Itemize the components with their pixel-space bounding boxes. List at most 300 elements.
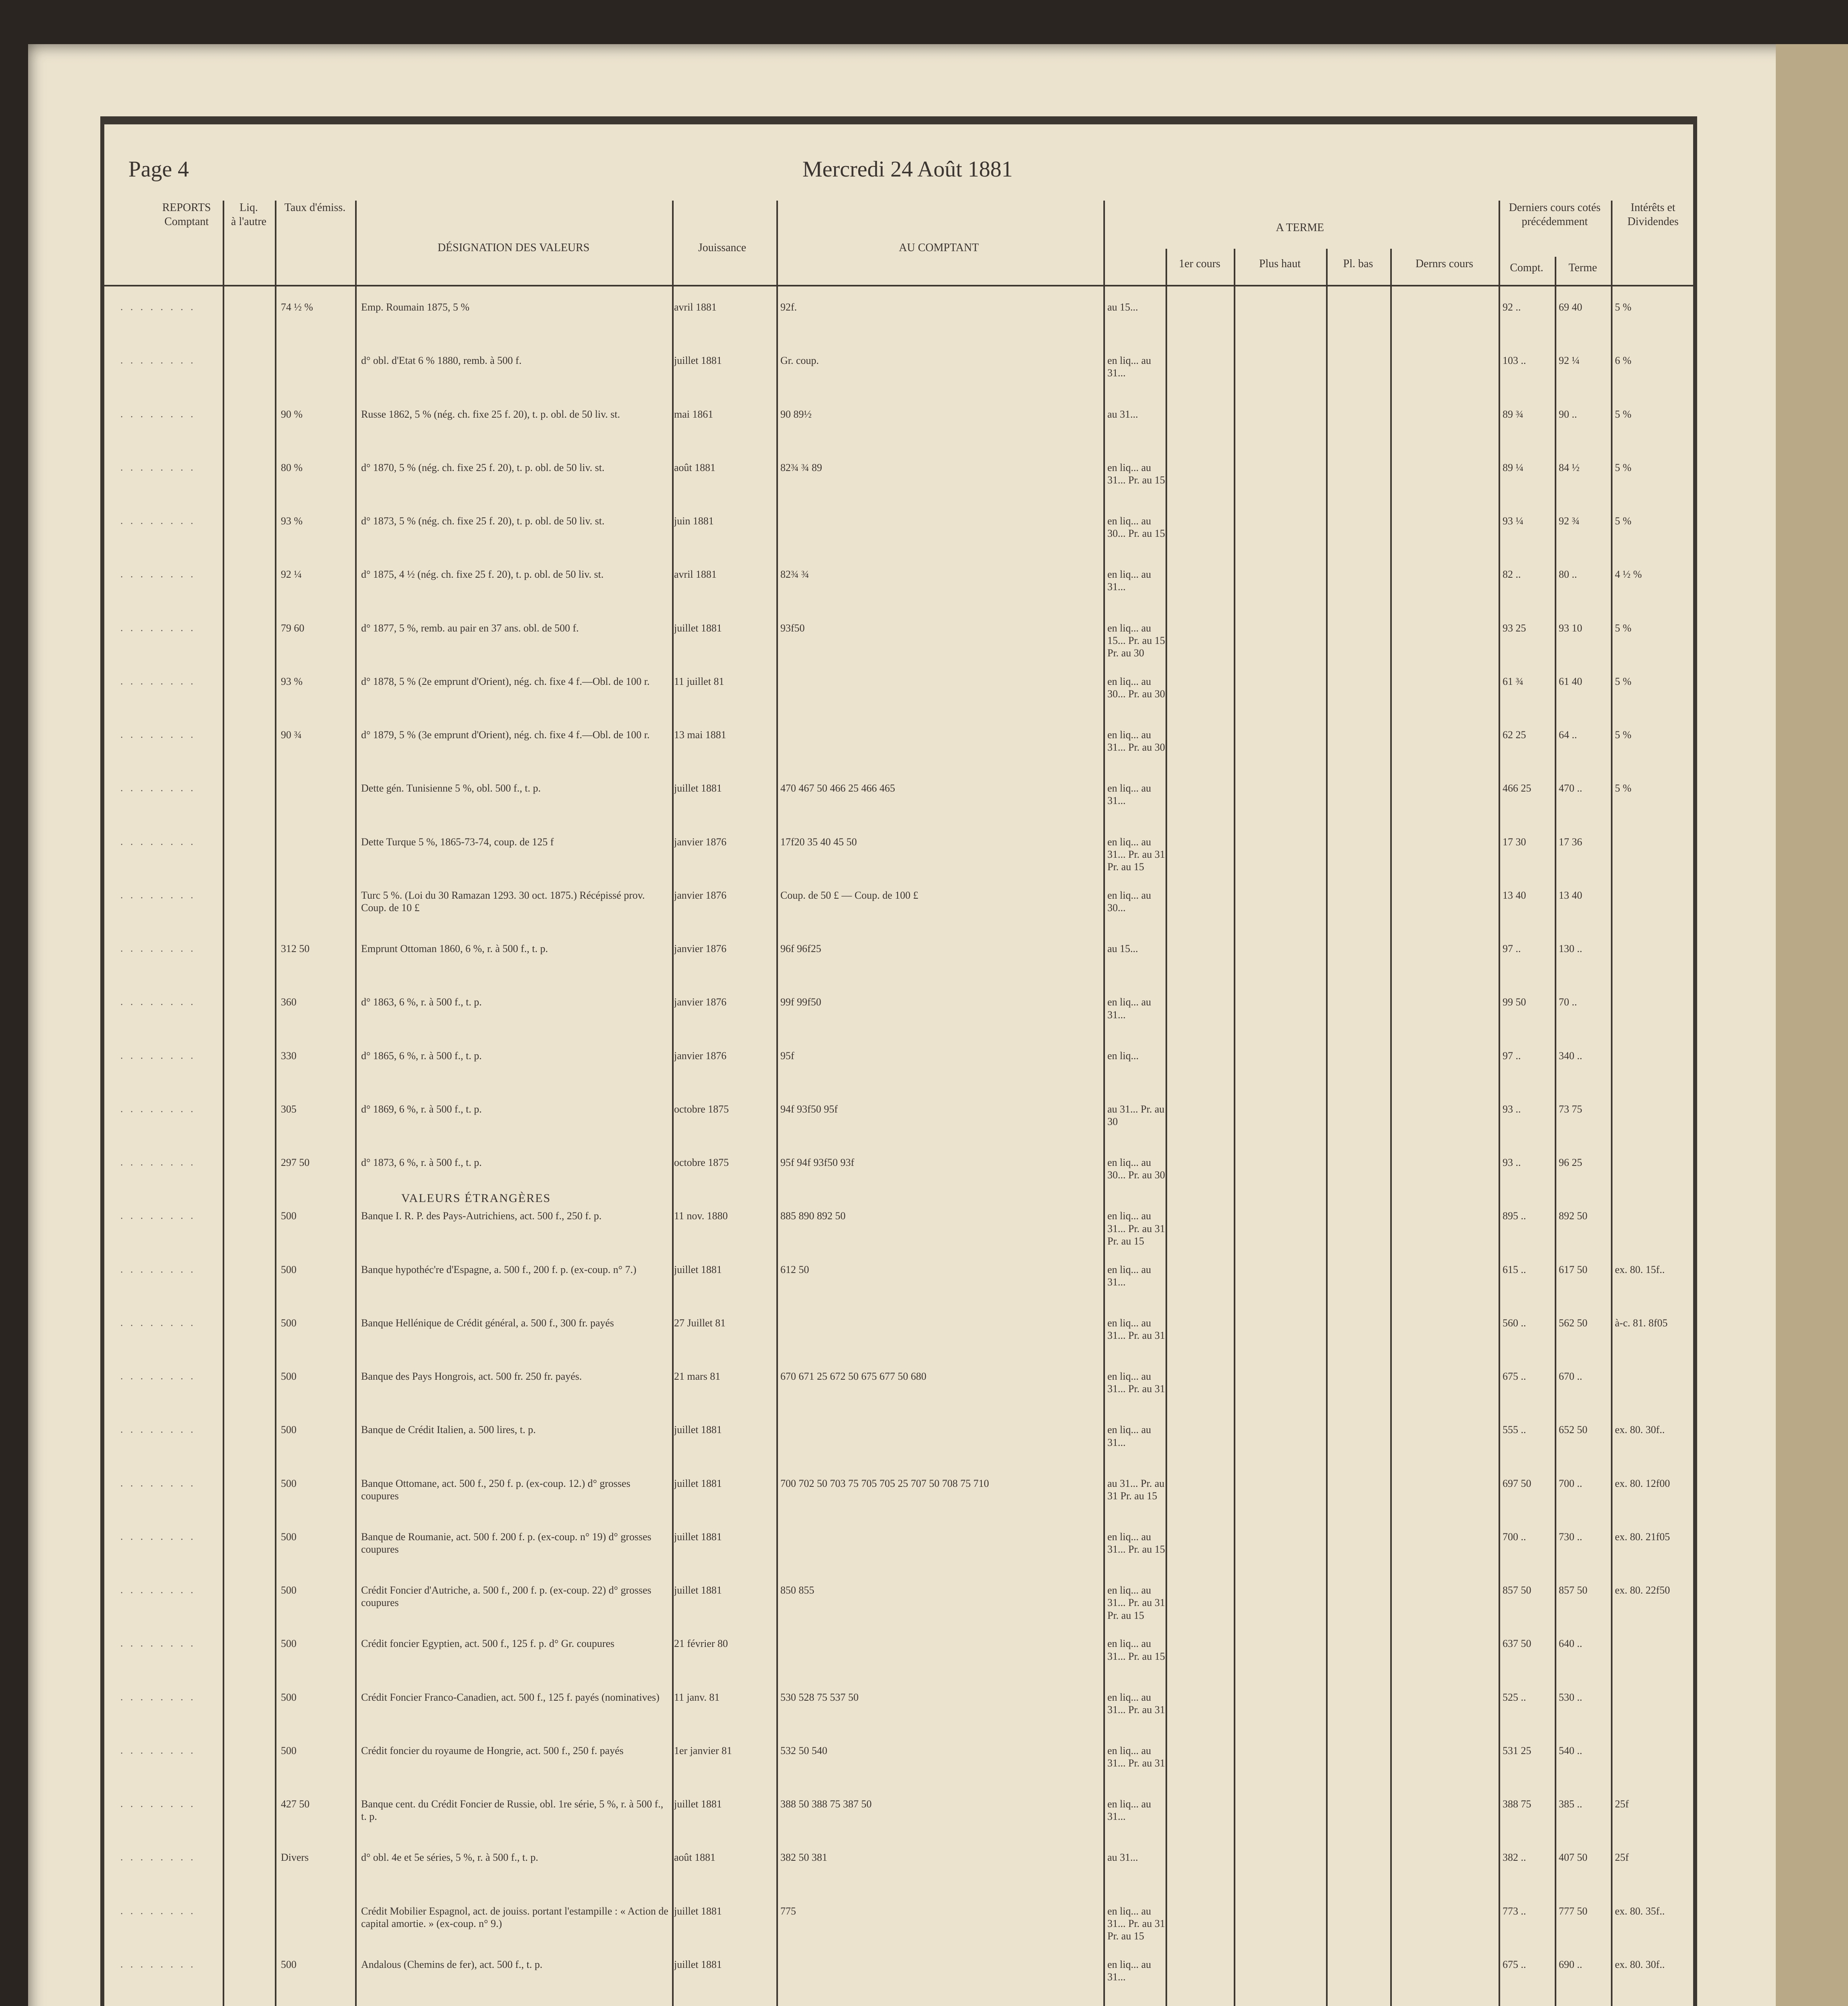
table-row: [112, 1103, 1685, 1156]
table-row: [112, 675, 1685, 729]
page-date: Mercredi 24 Août 1881: [802, 157, 1013, 182]
col-compt: Compt.: [1510, 262, 1543, 274]
cell-term: 530 ..: [1559, 1691, 1582, 1703]
cell-designation: Andalous (Chemins de fer), act. 500 f., t. p.: [361, 1958, 543, 1970]
cell-term: 64 ..: [1559, 729, 1577, 741]
report-dots: . . . . . . . .: [120, 1049, 196, 1061]
table-row: [112, 889, 1685, 942]
cell-designation: Banque Ottomane, act. 500 f., 250 f. p. (ex-coup. 12.) d° grosses coupures: [361, 1477, 631, 1502]
cell-terme: en liq... au 31...: [1107, 782, 1151, 807]
report-dots: . . . . . . . .: [120, 1530, 196, 1542]
cell-comptant: 95f: [780, 1050, 794, 1062]
cell-term: 61 40: [1559, 675, 1582, 687]
cell-taux: 305: [281, 1103, 296, 1115]
cell-designation: d° 1873, 6 %, r. à 500 f., t. p.: [361, 1157, 482, 1169]
report-dots: . . . . . . . .: [120, 889, 196, 901]
cell-terme: en liq... au 31...: [1107, 355, 1151, 379]
report-dots: . . . . . . . .: [120, 1423, 196, 1435]
cell-jouissance: juillet 1881: [674, 622, 722, 634]
cell-terme: en liq... au 30... Pr. au 30: [1107, 1157, 1165, 1181]
cell-compt: 531 25: [1503, 1744, 1531, 1756]
cell-term: 407 50: [1559, 1852, 1588, 1864]
report-dots: . . . . . . . .: [120, 782, 196, 794]
report-dots: . . . . . . . .: [120, 1316, 196, 1328]
table-row: [112, 1477, 1685, 1531]
cell-div: 5 %: [1615, 301, 1632, 313]
cell-term: 17 36: [1559, 836, 1582, 848]
cell-compt: 82 ..: [1503, 569, 1521, 581]
report-dots: . . . . . . . .: [120, 461, 196, 473]
cell-terme: en liq... au 31...: [1107, 1798, 1151, 1823]
cell-term: 857 50: [1559, 1584, 1588, 1596]
cell-comptant: 670 671 25 672 50 675 677 50 680: [780, 1370, 926, 1383]
cell-terme: en liq... au 30...: [1107, 889, 1151, 914]
cell-compt: 388 75: [1503, 1798, 1531, 1810]
table-row: [112, 1958, 1685, 2006]
col-derniers-cours: Derniers cours cotés précédemment: [1509, 201, 1601, 228]
cell-designation: Banque I. R. P. des Pays-Autrichiens, act. 500 f., 250 f. p.: [361, 1210, 602, 1222]
cell-comptant: 775: [780, 1905, 796, 1917]
cell-term: 385 ..: [1559, 1798, 1582, 1810]
cell-terme: en liq... au 30... Pr. au 30: [1107, 675, 1165, 700]
cell-terme: en liq... au 30... Pr. au 15: [1107, 515, 1165, 540]
cell-jouissance: juillet 1881: [674, 1958, 722, 1970]
report-dots: . . . . . . . .: [120, 1210, 196, 1222]
cell-compt: 93 ..: [1503, 1103, 1521, 1115]
col-liq: [225, 201, 273, 229]
cell-terme: au 31... Pr. au 31 Pr. au 15: [1107, 1477, 1165, 1502]
cell-designation: Banque cent. du Crédit Foncier de Russie, obl. 1re série, 5 %, r. à 500 f., t. p.: [361, 1798, 664, 1823]
table-row: [112, 1584, 1685, 1637]
cell-comptant: 382 50 381: [780, 1852, 827, 1864]
table-row: [112, 1905, 1685, 1958]
table-row: [112, 1210, 1685, 1263]
cell-terme: en liq... au 31... Pr. au 31 Pr. au 15: [1107, 1905, 1165, 1942]
cell-term: 670 ..: [1559, 1370, 1582, 1383]
cell-comptant: 700 702 50 703 75 705 705 25 707 50 708 75 710: [780, 1477, 989, 1489]
cell-compt: 697 50: [1503, 1477, 1531, 1489]
cell-terme: au 31...: [1107, 408, 1138, 420]
cell-div: ex. 80. 35f..: [1615, 1905, 1665, 1917]
cell-div: ex. 80. 30f..: [1615, 1424, 1665, 1436]
cell-compt: 93 ..: [1503, 1157, 1521, 1169]
cell-jouissance: juillet 1881: [674, 1584, 722, 1596]
cell-taux: 500: [281, 1584, 296, 1596]
col-designation: DÉSIGNATION DES VALEURS: [437, 242, 590, 254]
cell-compt: 13 40: [1503, 889, 1526, 901]
cell-comptant: 92f.: [780, 301, 797, 313]
cell-jouissance: juillet 1881: [674, 1263, 722, 1275]
cell-compt: 103 ..: [1503, 355, 1526, 367]
table-row: [112, 1744, 1685, 1798]
cell-comptant: 96f 96f25: [780, 943, 821, 955]
cell-comptant: 850 855: [780, 1584, 814, 1596]
table-row: [112, 1156, 1685, 1210]
cell-terme: en liq... au 31...: [1107, 1263, 1151, 1288]
cell-div: 25f: [1615, 1798, 1629, 1810]
header-bottom-rule: [100, 285, 1697, 286]
report-dots: . . . . . . . .: [120, 515, 196, 527]
cell-designation: Banque hypothéc're d'Espagne, a. 500 f., 200 f. p. (ex-coup. n° 7.): [361, 1263, 637, 1275]
table-row: [112, 622, 1685, 675]
cell-designation: d° 1877, 5 %, remb. au pair en 37 ans. obl. de 500 f.: [361, 622, 579, 634]
col-a-terme: A TERME: [1275, 221, 1324, 234]
cell-term: 73 75: [1559, 1103, 1582, 1115]
report-dots: . . . . . . . .: [120, 1263, 196, 1275]
report-dots: . . . . . . . .: [120, 301, 196, 313]
cell-designation: d° 1869, 6 %, r. à 500 f., t. p.: [361, 1103, 482, 1115]
report-dots: . . . . . . . .: [120, 1958, 196, 1970]
cell-jouissance: 13 mai 1881: [674, 729, 726, 741]
cell-terme: en liq... au 31... Pr. au 31: [1107, 1744, 1165, 1769]
col-premier-cours: 1er cours: [1179, 258, 1220, 270]
cell-designation: Banque de Roumanie, act. 500 f. 200 f. p. (ex-coup. n° 19) d° grosses coupures: [361, 1531, 652, 1555]
cell-term: 777 50: [1559, 1905, 1588, 1917]
table-row: [112, 301, 1685, 354]
cell-div: 5 %: [1615, 461, 1632, 473]
cell-taux: Divers: [281, 1852, 309, 1864]
cell-jouissance: mai 1861: [674, 408, 713, 420]
report-dots: . . . . . . . .: [120, 835, 196, 847]
cell-jouissance: 11 nov. 1880: [674, 1210, 728, 1222]
cell-jouissance: 27 Juillet 81: [674, 1317, 726, 1329]
cell-designation: Crédit foncier Egyptien, act. 500 f., 125 f. p. d° Gr. coupures: [361, 1638, 615, 1650]
cell-term: 93 10: [1559, 622, 1582, 634]
cell-div: ex. 80. 15f..: [1615, 1263, 1665, 1275]
cell-term: 80 ..: [1559, 569, 1577, 581]
cell-jouissance: avril 1881: [674, 569, 717, 581]
cell-terme: en liq... au 31...: [1107, 569, 1151, 593]
cell-taux: 427 50: [281, 1798, 310, 1810]
col-pl-bas: Pl. bas: [1343, 258, 1373, 270]
cell-div: 5 %: [1615, 408, 1632, 420]
table-row: [112, 515, 1685, 568]
cell-designation: d° 1879, 5 % (3e emprunt d'Orient), nég. ch. fixe 4 f.—Obl. de 100 r.: [361, 729, 650, 741]
cell-designation: Banque des Pays Hongrois, act. 500 fr. 250 fr. payés.: [361, 1370, 582, 1383]
col-plus-haut: Plus haut: [1259, 258, 1301, 270]
page-label: Page 4: [128, 157, 189, 182]
cell-designation: Dette gén. Tunisienne 5 %, obl. 500 f., t. p.: [361, 782, 541, 794]
cell-term: 70 ..: [1559, 996, 1577, 1008]
cell-comptant: 885 890 892 50: [780, 1210, 846, 1222]
cell-term: 470 ..: [1559, 782, 1582, 794]
table-row: [112, 1317, 1685, 1370]
cell-designation: d° 1870, 5 % (nég. ch. fixe 25 f. 20), t. p. obl. de 50 liv. st.: [361, 461, 605, 473]
cell-div: 5 %: [1615, 729, 1632, 741]
cell-terme: en liq... au 31... Pr. au 31 Pr. au 15: [1107, 1584, 1165, 1621]
report-dots: . . . . . . . .: [120, 1370, 196, 1382]
cell-jouissance: octobre 1875: [674, 1157, 729, 1169]
cell-taux: 74 ½ %: [281, 301, 313, 313]
cell-div: à-c. 81. 8f05: [1615, 1317, 1668, 1329]
cell-taux: 500: [281, 1638, 296, 1650]
report-dots: . . . . . . . .: [120, 1904, 196, 1917]
cell-taux: 500: [281, 1263, 296, 1275]
section-title: VALEURS ÉTRANGÈRES: [401, 1192, 551, 1205]
cell-div: 5 %: [1615, 675, 1632, 687]
cell-term: 700 ..: [1559, 1477, 1582, 1489]
cell-compt: 525 ..: [1503, 1691, 1526, 1703]
table-row: [112, 1637, 1685, 1691]
cell-terme: au 15...: [1107, 301, 1138, 313]
cell-terme: au 15...: [1107, 943, 1138, 955]
cell-compt: 93 25: [1503, 622, 1526, 634]
cell-jouissance: juin 1881: [674, 515, 714, 527]
cell-taux: 500: [281, 1210, 296, 1222]
cell-term: 84 ½: [1559, 461, 1580, 473]
cell-comptant: Coup. de 50 £ — Coup. de 100 £: [780, 889, 918, 901]
col-au-comptant: AU COMPTANT: [899, 242, 979, 254]
cell-terme: en liq... au 31... Pr. au 15: [1107, 461, 1165, 486]
report-dots: . . . . . . . .: [120, 1691, 196, 1703]
cell-terme: en liq... au 31... Pr. au 31: [1107, 1691, 1165, 1716]
cell-jouissance: juillet 1881: [674, 1798, 722, 1810]
cell-compt: 92 ..: [1503, 301, 1521, 313]
cell-term: 690 ..: [1559, 1958, 1582, 1970]
cell-compt: 675 ..: [1503, 1370, 1526, 1383]
cell-taux: 500: [281, 1477, 296, 1489]
cell-terme: en liq... au 15... Pr. au 15 Pr. au 30: [1107, 622, 1165, 659]
cell-jouissance: avril 1881: [674, 301, 717, 313]
report-dots: . . . . . . . .: [120, 1477, 196, 1489]
col-jouissance: Jouissance: [698, 242, 746, 254]
table-row: [112, 1851, 1685, 1904]
cell-term: 92 ¼: [1559, 355, 1580, 367]
col-comptant: Comptant: [164, 215, 209, 228]
cell-jouissance: août 1881: [674, 461, 716, 473]
cell-designation: Dette Turque 5 %, 1865-73-74, coup. de 125 f: [361, 836, 554, 848]
cell-taux: 90 ¾: [281, 729, 302, 741]
cell-taux: 330: [281, 1050, 296, 1062]
table-row: [112, 1263, 1685, 1317]
cell-jouissance: octobre 1875: [674, 1103, 729, 1115]
table-row: [112, 996, 1685, 1049]
report-dots: . . . . . . . .: [120, 568, 196, 580]
cell-div: ex. 80. 12f00: [1615, 1477, 1670, 1489]
table-row: [112, 408, 1685, 461]
cell-compt: 17 30: [1503, 836, 1526, 848]
cell-term: 13 40: [1559, 889, 1582, 901]
cell-compt: 637 50: [1503, 1638, 1531, 1650]
table-row: [112, 354, 1685, 408]
cell-taux: 93 %: [281, 675, 303, 687]
adjacent-page-edge: [1776, 44, 1848, 2006]
cell-comptant: 532 50 540: [780, 1744, 827, 1756]
report-dots: . . . . . . . .: [120, 1637, 196, 1649]
cell-designation: d° 1878, 5 % (2e emprunt d'Orient), nég. ch. fixe 4 f.—Obl. de 100 r.: [361, 675, 650, 687]
cell-compt: 99 50: [1503, 996, 1526, 1008]
cell-term: 130 ..: [1559, 943, 1582, 955]
cell-taux: 500: [281, 1424, 296, 1436]
report-dots: . . . . . . . .: [120, 1156, 196, 1168]
cell-designation: Emprunt Ottoman 1860, 6 %, r. à 500 f., t. p.: [361, 943, 548, 955]
cell-div: 5 %: [1615, 515, 1632, 527]
cell-jouissance: janvier 1876: [674, 1050, 727, 1062]
cell-compt: 555 ..: [1503, 1424, 1526, 1436]
cell-designation: d° 1863, 6 %, r. à 500 f., t. p.: [361, 996, 482, 1008]
table-row: [112, 568, 1685, 621]
col-liq-title: Liq.: [240, 201, 258, 214]
cell-jouissance: 1er janvier 81: [674, 1744, 732, 1756]
cell-designation: Crédit Mobilier Espagnol, act. de jouiss. portant l'estampille : « Action de capital amortie. » (ex-coup. n° 9.): [361, 1905, 668, 1929]
cell-term: 69 40: [1559, 301, 1582, 313]
cell-taux: 500: [281, 1317, 296, 1329]
cell-term: 340 ..: [1559, 1050, 1582, 1062]
cell-taux: 93 %: [281, 515, 303, 527]
cell-designation: Crédit foncier du royaume de Hongrie, act. 500 f., 250 f. payés: [361, 1744, 624, 1756]
table-row: [112, 1423, 1685, 1477]
cell-compt: 89 ¼: [1503, 461, 1523, 473]
col-reports-title: REPORTS: [162, 201, 211, 214]
cell-jouissance: janvier 1876: [674, 889, 727, 901]
cell-compt: 857 50: [1503, 1584, 1531, 1596]
cell-term: 90 ..: [1559, 408, 1577, 420]
cell-taux: 297 50: [281, 1157, 310, 1169]
cell-comptant: 530 528 75 537 50: [780, 1691, 859, 1703]
cell-designation: d° 1865, 6 %, r. à 500 f., t. p.: [361, 1050, 482, 1062]
cell-div: 6 %: [1615, 355, 1632, 367]
cell-div: 5 %: [1615, 622, 1632, 634]
cell-taux: 80 %: [281, 461, 303, 473]
cell-term: 92 ¾: [1559, 515, 1580, 527]
cell-taux: 360: [281, 996, 296, 1008]
cell-jouissance: janvier 1876: [674, 943, 727, 955]
report-dots: . . . . . . . .: [120, 1744, 196, 1756]
col-interets: Intérêts et Dividendes: [1627, 201, 1679, 228]
cell-term: 96 25: [1559, 1157, 1582, 1169]
cell-terme: en liq... au 31... Pr. au 15: [1107, 1531, 1165, 1555]
cell-compt: 615 ..: [1503, 1263, 1526, 1275]
cell-comptant: 90 89½: [780, 408, 812, 420]
report-dots: . . . . . . . .: [120, 1798, 196, 1810]
cell-term: 617 50: [1559, 1263, 1588, 1275]
cell-designation: Banque de Crédit Italien, a. 500 lires, t. p.: [361, 1424, 536, 1436]
cell-terme: en liq... au 31...: [1107, 1958, 1151, 1983]
report-dots: . . . . . . . .: [120, 354, 196, 366]
table-row: [112, 942, 1685, 996]
cell-comptant: 94f 93f50 95f: [780, 1103, 838, 1115]
cell-jouissance: 21 mars 81: [674, 1370, 721, 1383]
cell-terme: en liq... au 31... Pr. au 31 Pr. au 15: [1107, 1210, 1165, 1247]
cell-designation: Crédit Foncier Franco-Canadien, act. 500 f., 125 f. payés (nominatives): [361, 1691, 660, 1703]
cell-term: 540 ..: [1559, 1744, 1582, 1756]
cell-designation: d° obl. d'Etat 6 % 1880, remb. à 500 f.: [361, 355, 522, 367]
cell-taux: 500: [281, 1958, 296, 1970]
cell-comptant: Gr. coup.: [780, 355, 819, 367]
cell-taux: 79 60: [281, 622, 305, 634]
table-row: [112, 782, 1685, 835]
cell-jouissance: juillet 1881: [674, 1477, 722, 1489]
table-row: [112, 461, 1685, 515]
table-row: [112, 1691, 1685, 1744]
cell-compt: 895 ..: [1503, 1210, 1526, 1222]
cell-designation: Crédit Foncier d'Autriche, a. 500 f., 200 f. p. (ex-coup. 22) d° grosses coupures: [361, 1584, 652, 1609]
cell-designation: Russe 1862, 5 % (nég. ch. fixe 25 f. 20), t. p. obl. de 50 liv. st.: [361, 408, 620, 420]
report-dots: . . . . . . . .: [120, 621, 196, 633]
table-row: [112, 1050, 1685, 1103]
cell-comptant: 612 50: [780, 1263, 809, 1275]
cell-comptant: 388 50 388 75 387 50: [780, 1798, 872, 1810]
cell-terme: au 31...: [1107, 1852, 1138, 1864]
cell-compt: 89 ¾: [1503, 408, 1523, 420]
cell-jouissance: 11 janv. 81: [674, 1691, 720, 1703]
report-dots: . . . . . . . .: [120, 996, 196, 1008]
cell-designation: d° obl. 4e et 5e séries, 5 %, r. à 500 f., t. p.: [361, 1852, 538, 1864]
cell-term: 640 ..: [1559, 1638, 1582, 1650]
cell-compt: 560 ..: [1503, 1317, 1526, 1329]
report-dots: . . . . . . . .: [120, 1584, 196, 1596]
table-row: [112, 1798, 1685, 1851]
cell-taux: 500: [281, 1531, 296, 1543]
cell-taux: 500: [281, 1370, 296, 1383]
cell-terme: en liq... au 31... Pr. au 31: [1107, 1370, 1165, 1395]
cell-div: 4 ½ %: [1615, 569, 1642, 581]
cell-comptant: 93f50: [780, 622, 805, 634]
cell-terme: en liq...: [1107, 1050, 1139, 1062]
cell-comptant: 470 467 50 466 25 466 465: [780, 782, 895, 794]
report-dots: . . . . . . . .: [120, 408, 196, 420]
cell-terme: au 31... Pr. au 30: [1107, 1103, 1165, 1128]
cell-div: ex. 80. 30f..: [1615, 1958, 1665, 1970]
cell-compt: 466 25: [1503, 782, 1531, 794]
cell-jouissance: août 1881: [674, 1852, 716, 1864]
cell-taux: 312 50: [281, 943, 310, 955]
cell-term: 562 50: [1559, 1317, 1588, 1329]
cell-compt: 62 25: [1503, 729, 1526, 741]
cell-designation: Turc 5 %. (Loi du 30 Ramazan 1293. 30 oct. 1875.) Récépissé prov. Coup. de 10 £: [361, 889, 645, 914]
report-dots: . . . . . . . .: [120, 942, 196, 954]
table-row: [112, 836, 1685, 889]
cell-compt: 773 ..: [1503, 1905, 1526, 1917]
cell-compt: 61 ¾: [1503, 675, 1523, 687]
cell-jouissance: janvier 1876: [674, 836, 727, 848]
report-dots: . . . . . . . .: [120, 1102, 196, 1115]
cell-taux: 500: [281, 1691, 296, 1703]
report-dots: . . . . . . . .: [120, 729, 196, 741]
cell-compt: 97 ..: [1503, 943, 1521, 955]
cell-designation: Emp. Roumain 1875, 5 %: [361, 301, 470, 313]
col-terme: Terme: [1568, 262, 1597, 274]
col-liq-sub: à l'autre: [231, 215, 267, 228]
cell-jouissance: juillet 1881: [674, 1424, 722, 1436]
cell-taux: 500: [281, 1744, 296, 1756]
report-dots: . . . . . . . .: [120, 1851, 196, 1863]
cell-compt: 382 ..: [1503, 1852, 1526, 1864]
cell-comptant: 99f 99f50: [780, 996, 821, 1008]
cell-jouissance: janvier 1876: [674, 996, 727, 1008]
cell-compt: 93 ¼: [1503, 515, 1523, 527]
cell-term: 892 50: [1559, 1210, 1588, 1222]
cell-term: 652 50: [1559, 1424, 1588, 1436]
cell-div: ex. 80. 21f05: [1615, 1531, 1670, 1543]
report-dots: . . . . . . . .: [120, 675, 196, 687]
cell-jouissance: 11 juillet 81: [674, 675, 724, 687]
table-row: [112, 1531, 1685, 1584]
table-row: [112, 729, 1685, 782]
cell-terme: en liq... au 31... Pr. au 30: [1107, 729, 1165, 753]
cell-terme: en liq... au 31... Pr. au 31 Pr. au 15: [1107, 836, 1165, 873]
cell-comptant: 95f 94f 93f50 93f: [780, 1157, 855, 1169]
cell-comptant: 17f20 35 40 45 50: [780, 836, 857, 848]
cell-div: 5 %: [1615, 782, 1632, 794]
cell-div: ex. 80. 22f50: [1615, 1584, 1670, 1596]
cell-terme: en liq... au 31... Pr. au 31: [1107, 1317, 1165, 1342]
col-taux: Taux d'émiss.: [284, 201, 346, 214]
cell-terme: en liq... au 31... Pr. au 15: [1107, 1638, 1165, 1662]
cell-div: 25f: [1615, 1852, 1629, 1864]
cell-designation: Banque Hellénique de Crédit général, a. 500 f., 300 fr. payés: [361, 1317, 614, 1329]
cell-jouissance: juillet 1881: [674, 355, 722, 367]
